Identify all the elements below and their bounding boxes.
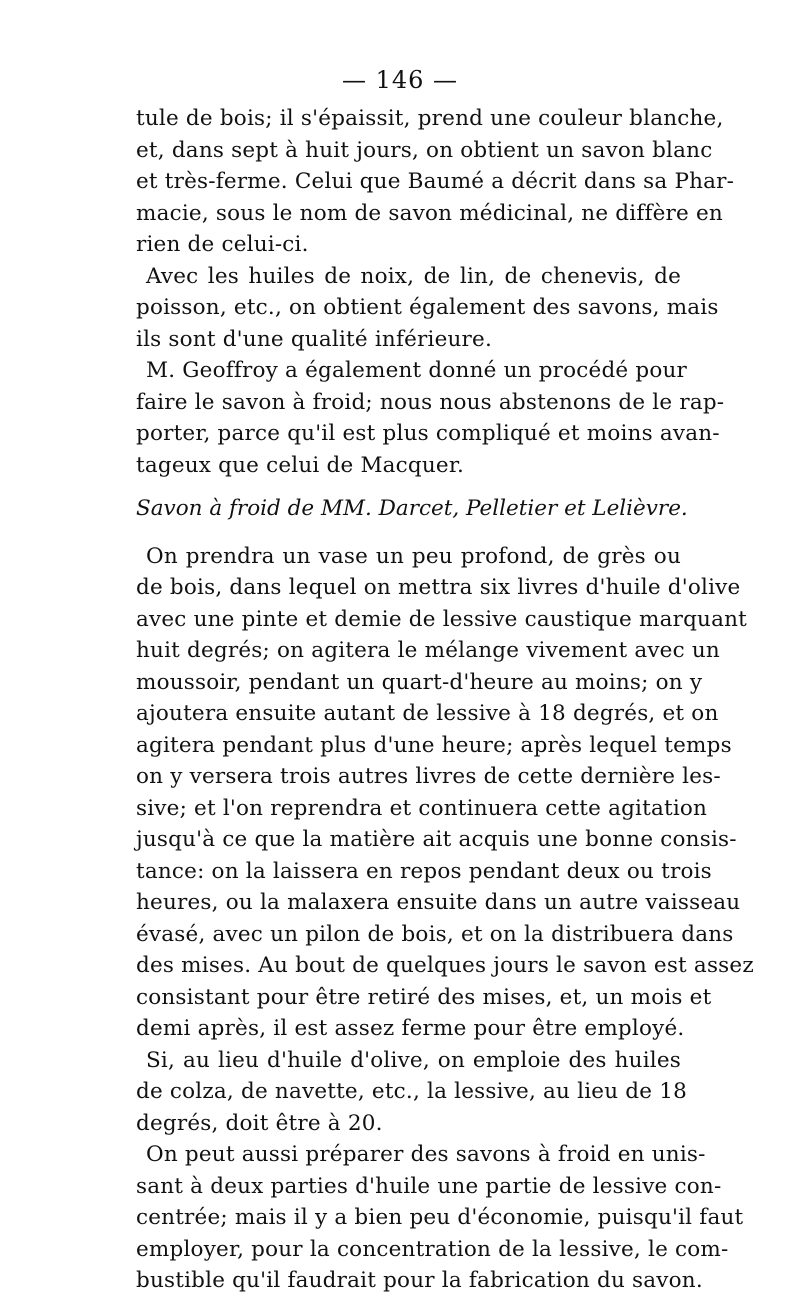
paragraph [136, 541, 754, 1045]
text-line: tance: on la laissera en repos pendant deux ou trois [136, 858, 712, 884]
text-line: demi après, il est assez ferme pour être employé. [136, 1016, 685, 1041]
text-line: employer, pour la concentration de la lessive, le com- [136, 1236, 729, 1262]
text-line: consistant pour être retiré des mises, et, un mois et [136, 984, 712, 1010]
text-line: porter, parce qu'il est plus compliqué et moins avan- [136, 421, 720, 446]
text-line: On prendra un vase un peu profond, de grès ou [146, 543, 681, 569]
text-line: Avec les huiles de noix, de lin, de chenevis, de [146, 263, 681, 289]
text-line: degrés, doit être à 20. [136, 1110, 383, 1136]
paragraph [136, 1139, 744, 1297]
text-line: tule de bois; il s'épaissit, prend une couleur blanche, [136, 106, 724, 131]
text-line: on y versera trois autres livres de cette dernière les- [136, 764, 721, 789]
text-line: de bois, dans lequel on mettra six livres d'huile d'olive [136, 575, 741, 600]
text-line: rien de celui-ci. [136, 232, 309, 257]
text-line: faire le savon à froid; nous nous abstenons de le rap- [136, 389, 725, 415]
text-line: sive; et l'on reprendra et continuera cette agitation [136, 795, 708, 821]
text-line: bustible qu'il faudrait pour la fabrication du savon. [136, 1268, 703, 1293]
text-line: tageux que celui de Macquer. [136, 452, 464, 478]
text-line: des mises. Au bout de quelques jours le savon est assez [136, 953, 754, 978]
text-line: heures, ou la malaxera ensuite dans un autre vaisseau [136, 890, 741, 915]
text-line: Si, au lieu d'huile d'olive, on emploie des huiles [146, 1047, 681, 1073]
text-line: huit degrés; on agitera le mélange vivement avec un [136, 638, 720, 663]
text-line: évasé, avec un pilon de bois, et on la distribuera dans [136, 921, 734, 947]
text-line: jusqu'à ce que la matière ait acquis une bonne consis- [136, 827, 737, 852]
text-line: de colza, de navette, etc., la lessive, au lieu de 18 [136, 1079, 687, 1104]
paragraph [136, 355, 725, 481]
text-line: centrée; mais il y a bien peu d'économie, puisqu'il faut [136, 1205, 744, 1230]
text-line: ajoutera ensuite autant de lessive à 18 degrés, et on [136, 701, 719, 726]
section-heading: Savon à froid de MM. Darcet, Pelletier et Lelièvre. [136, 496, 688, 521]
text-line: avec une pinte et demie de lessive caustique marquant [136, 606, 747, 632]
text-line: macie, sous le nom de savon médicinal, ne diffère en [136, 200, 723, 226]
paragraph [136, 1045, 687, 1140]
text-line: moussoir, pendant un quart-d'heure au moins; on y [136, 669, 703, 695]
text-line: sant à deux parties d'huile une partie de lessive con- [136, 1173, 722, 1199]
paragraph [136, 261, 719, 356]
page-number: — 146 — [341, 66, 459, 94]
text-line: et très-ferme. Celui que Baumé a décrit dans sa Phar- [136, 169, 735, 194]
text-line: poisson, etc., on obtient également des savons, mais [136, 295, 719, 320]
text-line: et, dans sept à huit jours, on obtient un savon blanc [136, 137, 713, 163]
paragraph [136, 103, 735, 261]
text-line: ils sont d'une qualité inférieure. [136, 326, 492, 352]
text-line: M. Geoffroy a également donné un procédé pour [146, 358, 688, 383]
page-body [136, 103, 754, 1297]
text-line: On peut aussi préparer des savons à froid en unis- [146, 1142, 706, 1167]
text-line: agitera pendant plus d'une heure; après lequel temps [136, 732, 732, 758]
